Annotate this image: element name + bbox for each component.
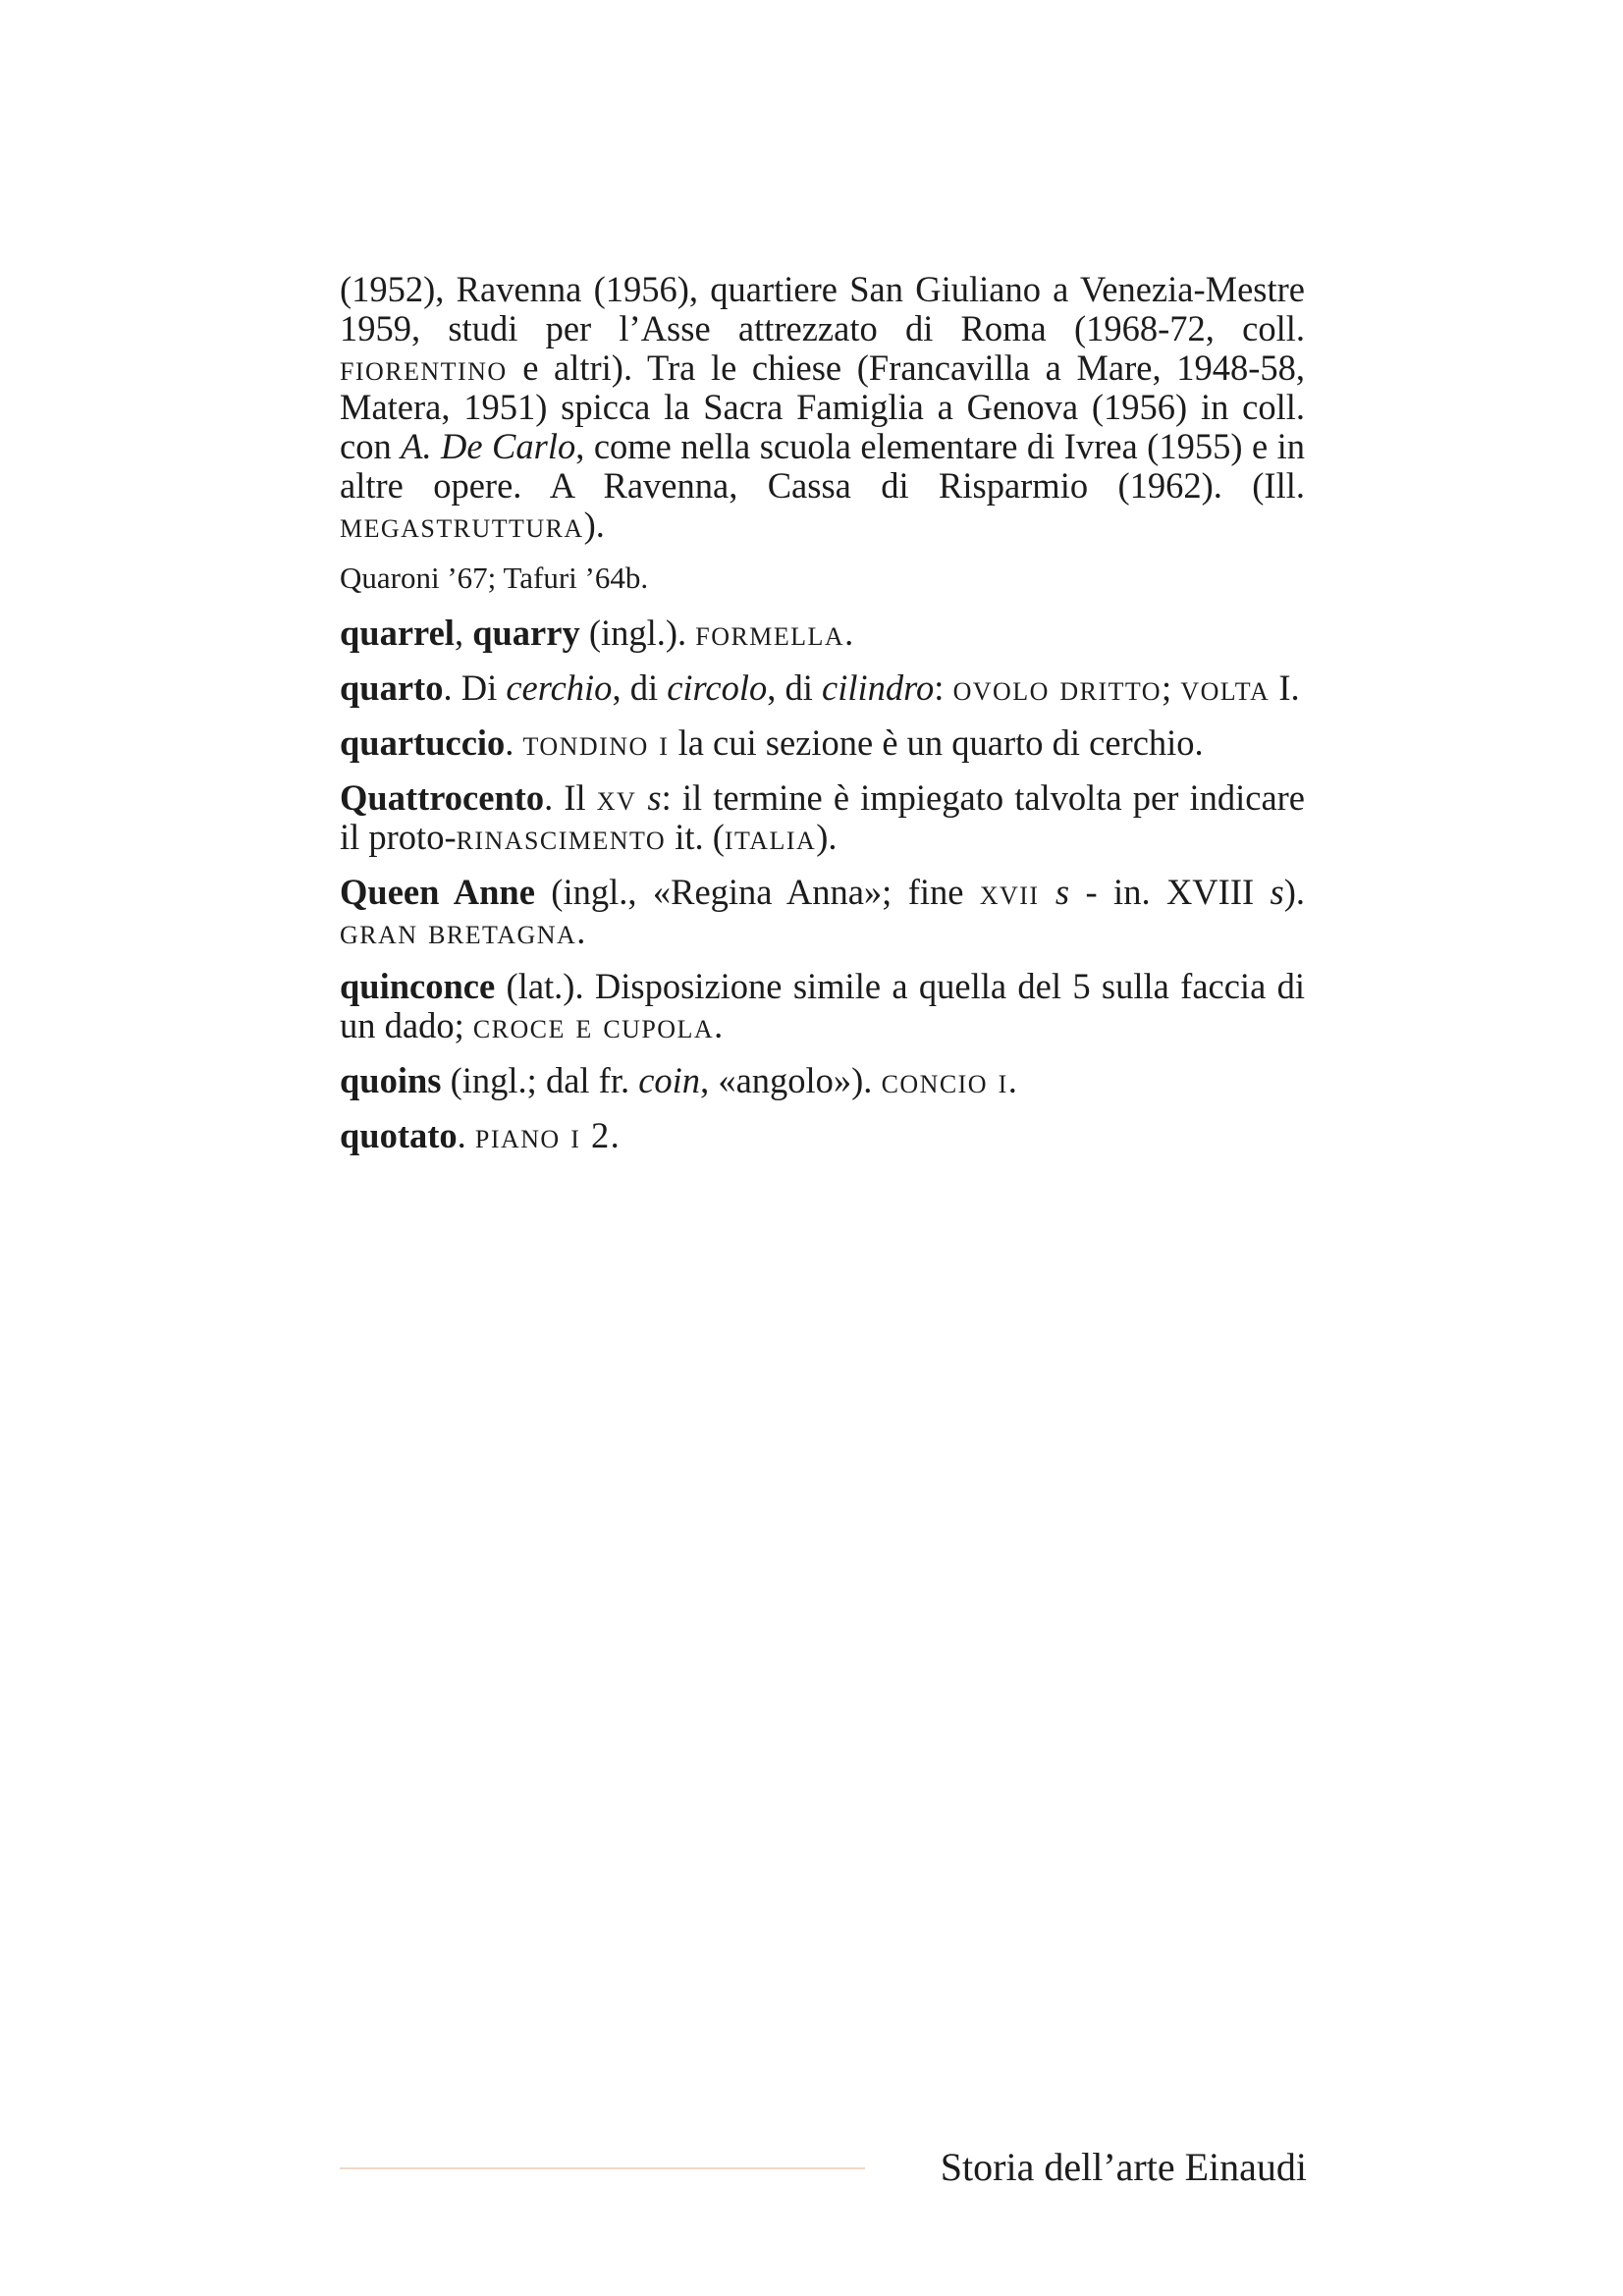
century-numeral: xv — [596, 777, 637, 818]
page-footer — [340, 2143, 1307, 2192]
entry-text: , di — [612, 667, 668, 708]
entry-text: - in. XVIII — [1069, 872, 1271, 912]
entry-headword: quarry — [472, 613, 580, 653]
entry-text: . Di — [443, 667, 507, 708]
cross-reference: gran bretagna — [340, 911, 577, 951]
cross-reference: formella — [695, 613, 845, 653]
entry-text: (lat.). Disposizione simile a quella del 5 sulla faccia di un dado; — [340, 966, 1305, 1045]
entry-italic: s — [647, 777, 662, 818]
entry-text: , di — [767, 667, 823, 708]
cross-reference: italia — [724, 817, 817, 857]
entry-headword: quartuccio — [340, 722, 506, 763]
cross-reference: volta — [1180, 667, 1271, 708]
entry-headword: quarto — [340, 667, 444, 708]
entry-text: it. ( — [666, 817, 725, 857]
cross-reference: concio i — [881, 1060, 1008, 1100]
paragraph-text: (1952), Ravenna (1956), quartiere San Giuliano a Venezia-Mestre 1959, studi per l’Asse attrezzato di Roma (1968-72, coll. — [340, 269, 1305, 348]
dictionary-entry — [340, 614, 1305, 653]
dictionary-entry — [340, 1116, 1305, 1155]
cross-reference: fiorentino — [340, 347, 508, 388]
continued-paragraph — [340, 270, 1305, 545]
footer-title: Storia dell’arte Einaudi — [940, 2145, 1307, 2189]
entry-italic: circolo — [667, 667, 768, 708]
footer-divider — [340, 2167, 865, 2169]
dictionary-entry — [340, 778, 1305, 857]
entry-text: : — [934, 667, 953, 708]
entry-italic: cilindro — [822, 667, 935, 708]
entry-text: la cui sezione è un quarto di cerchio. — [669, 722, 1204, 763]
paragraph-text: , come nella scuola elementare di Ivrea (1955) e in altre opere. A Ravenna, Cassa di Risparmio (1962). (Ill. — [340, 426, 1305, 506]
entry-italic: s — [1270, 872, 1284, 912]
dictionary-entry — [340, 1061, 1305, 1100]
entry-text: . — [610, 1115, 620, 1155]
cross-reference: tondino i — [522, 722, 670, 763]
entry-italic: coin — [638, 1060, 701, 1100]
dictionary-entry — [340, 873, 1305, 951]
entry-headword: quinconce — [340, 966, 496, 1006]
entry-text: I. — [1270, 667, 1300, 708]
cross-reference: megastruttura — [340, 505, 584, 545]
entry-text: . — [1007, 1060, 1017, 1100]
entry-headword: Queen Anne — [340, 872, 535, 912]
entry-headword: quarrel — [340, 613, 455, 653]
cross-reference: rinascimento — [456, 817, 667, 857]
entry-text: , «angolo»). — [700, 1060, 882, 1100]
entry-text: . — [844, 613, 854, 653]
entry-text: (ingl., «Regina Anna»; fine — [534, 872, 980, 912]
entry-text: (ingl.; dal fr. — [441, 1060, 639, 1100]
entry-text: . — [457, 1115, 475, 1155]
entry-headword: quoins — [340, 1060, 442, 1100]
dictionary-entry — [340, 723, 1305, 763]
paragraph-text: ). — [583, 505, 605, 545]
entry-text: . Il — [544, 777, 597, 818]
dictionary-entry — [340, 668, 1305, 708]
author-name: A. De Carlo — [401, 426, 576, 466]
entry-text — [1040, 872, 1055, 912]
cross-reference: piano i 2 — [474, 1115, 611, 1155]
entry-text: ). — [816, 817, 838, 857]
entry-text: . — [576, 911, 586, 951]
entry-headword: quotato — [340, 1115, 458, 1155]
cross-reference: croce e cupola — [472, 1005, 715, 1045]
entry-italic: s — [1055, 872, 1070, 912]
entry-headword: Quattrocento — [340, 777, 545, 818]
page-body — [340, 270, 1305, 1155]
century-numeral: xvii — [979, 872, 1040, 912]
paragraph-text: e altri). Tra le chiese (Francavilla a Mare, 1948-58, Matera, 1951) spicca la Sacra Famiglia a Genova (1956) in coll. con — [340, 347, 1305, 466]
entry-text: : il termine è impiegato talvolta per indicare il proto- — [340, 777, 1306, 857]
cross-reference: ovolo dritto — [952, 667, 1163, 708]
entry-text — [636, 777, 647, 818]
entry-text: . — [714, 1005, 724, 1045]
dictionary-entry — [340, 967, 1305, 1045]
entry-text: ; — [1162, 667, 1181, 708]
entry-text: (ingl.). — [579, 613, 696, 653]
entry-text: . — [505, 722, 523, 763]
entry-italic: cerchio — [506, 667, 613, 708]
entry-text: , — [454, 613, 473, 653]
bibliography-note: Quaroni ’67; Tafuri ’64b. — [340, 561, 649, 595]
entry-text: ). — [1283, 872, 1305, 912]
